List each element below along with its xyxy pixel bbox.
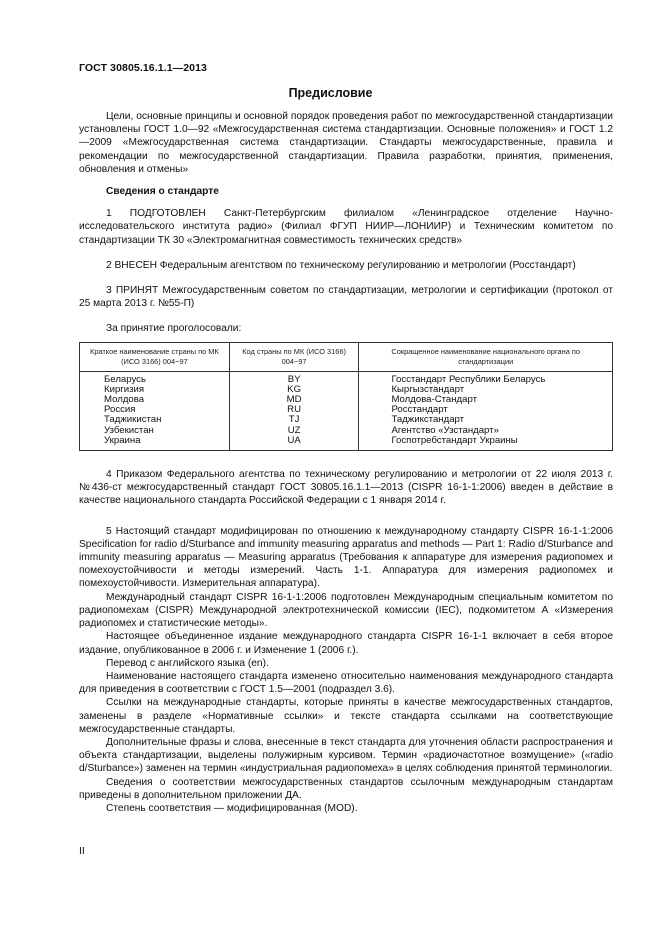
body-cell: Агентство «Узстандарт»: [359, 426, 613, 436]
body-cell: Госпотребстандарт Украины: [359, 436, 613, 451]
item-4: 4 Приказом Федерального агентства по техническому регулированию и метрологии от 22 июля 2013 г. №436-ст межгосударственный стандарт ГОСТ 30805.16.1.1—2013 (CISPR 16-1-1:2006) введен в действие в качестве национального стандарта Российской Федерации с 1 января 2014 г.: [79, 469, 613, 507]
item-3: 3 ПРИНЯТ Межгосударственным советом по стандартизации, метрологии и сертификации (протокол от 25 марта 2013 г. №55-П): [79, 285, 613, 310]
intro-paragraph: Цели, основные принципы и основной порядок проведения работ по межгосударственной стандартизации установлены ГОСТ 1.0—92 «Межгосударственная система стандартизации. Основные положения» и ГОСТ 1.2—2009 «Межгосударственная система стандартизации. Стандарты межгосударственные, правила и рекомендации по межгосударственной стандартизации. Правила разработки, принятия, применения, обновления и отмены»: [79, 111, 613, 175]
country-cell: Молдова: [80, 395, 230, 405]
table-row: [80, 436, 613, 451]
item-5-paragraph: Настоящее объединенное издание международного стандарта CISPR 16-1-1 включает в себя второе издание, опубликованное в 2006 г. и Изменение 1 (2006 г.).: [79, 631, 613, 656]
body-cell: Кыргызстандарт: [359, 385, 613, 395]
table-row: [80, 426, 613, 436]
page-number: II: [79, 845, 85, 857]
table-row: [80, 415, 613, 425]
table-row: [80, 371, 613, 385]
vote-label: За принятие проголосовали:: [106, 323, 242, 335]
table-row: [80, 385, 613, 395]
header-code: Код страны по МК (ИСО 3166) 004−97: [229, 342, 359, 371]
item-1: 1 ПОДГОТОВЛЕН Санкт-Петербургским филиалом «Ленинградское отделение Научно-исследовательского института радио» (Филиал ФГУП НИИР—ЛОНИИР) и Техническим комитетом по стандартизации ТК 30 «Электромагнитная совместимость технических средств»: [79, 208, 613, 246]
table-row: [80, 395, 613, 405]
header-country: Краткое наименование страны по МК (ИСО 3166) 004−97: [80, 342, 230, 371]
standard-number: ГОСТ 30805.16.1.1—2013: [79, 62, 207, 74]
code-cell: BY: [229, 371, 359, 385]
item-5: 5 Настоящий стандарт модифицирован по отношению к международному стандарту CISPR 16-1-1:2006 Specification for radio d/Sturbance and immunity measuring apparatus and methods — Part 1: Radio d/Sturbance and immunity measuring apparatus — Measuring apparatus (Требования к аппаратуре для измерения радиопомех и помехоустойчивости и методы измерений. Часть 1-1. Аппаратура для измерения радиопомех и помехоустойчивости. Измерительная аппаратура).: [79, 525, 613, 590]
item-5-paragraph: Международный стандарт CISPR 16-1-1:2006 подготовлен Международным специальным комитетом по радиопомехам (CISPR) Международной электротехнической комиссии (IEC), подкомитетом А «Измерения радиопомех и статистические методы».: [79, 591, 613, 630]
code-cell: UZ: [229, 426, 359, 436]
table-header-row: [80, 342, 613, 371]
item-5-paragraph: Ссылки на международные стандарты, которые приняты в качестве межгосударственных стандартов, заменены в разделе «Нормативные ссылки» и тексте стандарта ссылками на соответствующие межгосударственные стандарты.: [79, 697, 613, 735]
document-body: [79, 110, 613, 815]
country-cell: Таджикистан: [80, 415, 230, 425]
item-5-paragraph: Степень соответствия — модифицированная (MOD).: [106, 802, 358, 814]
code-cell: UA: [229, 436, 359, 451]
country-cell: Киргизия: [80, 385, 230, 395]
code-cell: MD: [229, 395, 359, 405]
code-cell: KG: [229, 385, 359, 395]
item-5-paragraph: Наименование настоящего стандарта изменено относительно наименования международного стандарта для приведения в соответствии с ГОСТ 1.5—2001 (подраздел 3.6).: [79, 670, 613, 696]
country-cell: Украина: [80, 436, 230, 451]
country-cell: Россия: [80, 405, 230, 415]
body-cell: Молдова-Стандарт: [359, 395, 613, 405]
country-cell: Узбекистан: [80, 426, 230, 436]
item-5-paragraph: Дополнительные фразы и слова, внесенные в текст стандарта для уточнения области распространения и объекта стандартизации, выделены полужирным курсивом. Термин «радиочастотное возмущение» («radio d/Sturbance») заменен на термин «индустриальная радиопомеха» в целях соблюдения принятой терминологии.: [79, 736, 613, 775]
voting-table: [79, 342, 613, 451]
item-2: 2 ВНЕСЕН Федеральным агентством по техническому регулированию и метрологии (Росстандарт): [106, 259, 576, 271]
code-cell: RU: [229, 405, 359, 415]
body-cell: Таджикстандарт: [359, 415, 613, 425]
item-5-paragraph: Перевод с английского языка (en).: [106, 657, 269, 669]
body-cell: Росстандарт: [359, 405, 613, 415]
page-title: Предисловие: [288, 86, 373, 100]
header-body: Сокращенное наименование национального органа по стандартизации: [359, 342, 613, 371]
country-cell: Беларусь: [80, 371, 230, 385]
code-cell: TJ: [229, 415, 359, 425]
section-heading: Сведения о стандарте: [106, 186, 219, 198]
item-5-paragraph: Сведения о соответствии межгосударственных стандартов ссылочным международным стандартам приведены в дополнительном приложении ДА.: [79, 776, 613, 801]
body-cell: Госстандарт Республики Беларусь: [359, 371, 613, 385]
